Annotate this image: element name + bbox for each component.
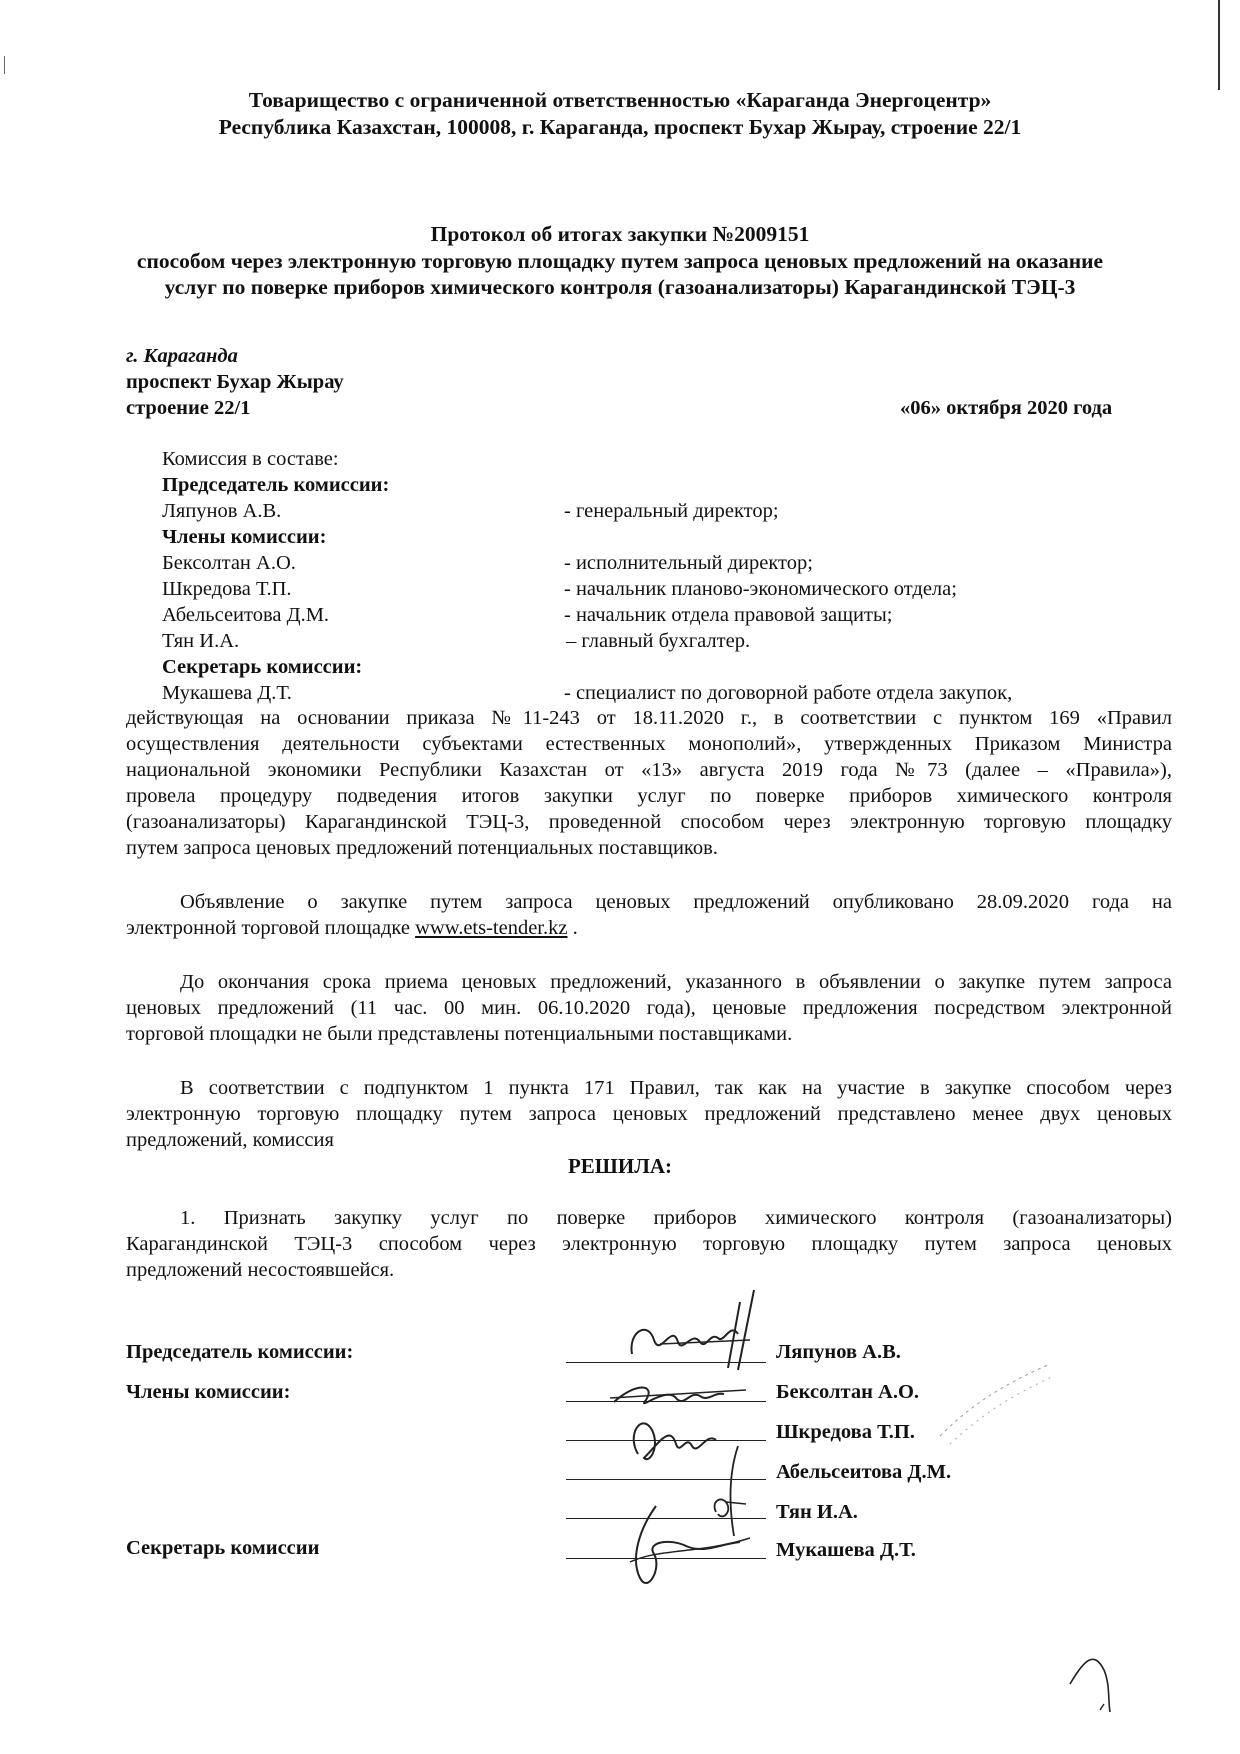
rule-line: предложений, комиссия — [126, 1129, 334, 1151]
acting-line: действующая на основании приказа №11-243 от 18.11.2020 г., в соответствии с пунктом 169 «Правил — [126, 707, 1172, 729]
deadline-line: До окончания срока приема ценовых предложений, указанного в объявлении о закупке путем запроса — [180, 971, 1172, 993]
protocol-title: Протокол об итогах закупки №2009151 — [430, 222, 810, 246]
tender-site-link[interactable]: www.ets-tender.kz — [415, 917, 568, 939]
scan-edge — [1218, 0, 1220, 90]
org-name: Товарищество с ограниченной ответственностью «Караганда Энергоцентр» — [248, 88, 992, 112]
rule-line: В соответствии с подпунктом 1 пункта 171 Правил, так как на участие в закупке способом через — [180, 1077, 1172, 1099]
sig-members-label: Члены комиссии: — [126, 1381, 291, 1403]
secretary-name: Мукашева Д.Т. — [162, 682, 292, 704]
decision-line: Карагандинской ТЭЦ-3 способом через электронную торговую площадку путем запроса ценовых — [126, 1233, 1172, 1255]
member-name: Абельсеитова Д.М. — [162, 604, 330, 626]
place-street: проспект Бухар Жырау — [126, 371, 344, 393]
signature-lyapunov — [620, 1282, 790, 1382]
protocol-subtitle-2: услуг по поверке приборов химического контроля (газоанализаторы) Карагандинской ТЭЦ-3 — [164, 275, 1076, 299]
member-role: – главный бухгалтер. — [566, 630, 751, 652]
initials-mark — [1060, 1640, 1130, 1720]
sig-name: Абельсеитова Д.М. — [776, 1461, 952, 1483]
decision-line: предложений несостоявшейся. — [126, 1259, 395, 1281]
sig-name: Шкредова Т.П. — [776, 1421, 915, 1443]
scan-mark — [4, 56, 5, 74]
protocol-date: «06» октября 2020 года — [900, 397, 1113, 419]
sig-name: Бексолтан А.О. — [776, 1381, 920, 1403]
decided-heading: РЕШИЛА: — [567, 1154, 673, 1178]
sig-chair-label: Председатель комиссии: — [126, 1341, 354, 1363]
member-role: - исполнительный директор; — [564, 552, 813, 574]
announcement-text: электронной торговой площадке — [126, 917, 416, 939]
acting-line: провела процедуру подведения итогов закупки услуг по поверке приборов химического контроля — [126, 785, 1172, 807]
commission-intro: Комиссия в составе: — [162, 448, 339, 470]
org-address: Республика Казахстан, 100008, г. Караганда, проспект Бухар Жырау, строение 22/1 — [218, 115, 1022, 139]
place-building: строение 22/1 — [126, 397, 251, 419]
member-role: - начальник планово-экономического отдела; — [564, 578, 957, 600]
members-heading: Члены комиссии: — [162, 526, 327, 548]
chair-heading: Председатель комиссии: — [162, 474, 390, 496]
decision-line: 1. Признать закупку услуг по поверке приборов химического контроля (газоанализаторы) — [180, 1207, 1172, 1229]
signature-mukasheva — [600, 1498, 770, 1608]
place-city: г. Караганда — [126, 345, 238, 367]
announcement-line: Объявление о закупке путем запроса ценовых предложений опубликовано 28.09.2020 года на — [180, 891, 1172, 913]
announcement-line — [126, 916, 578, 941]
member-name: Шкредова Т.П. — [162, 578, 292, 600]
member-role: - начальник отдела правовой защиты; — [564, 604, 893, 626]
acting-line: (газоанализаторы) Карагандинской ТЭЦ-3, проведенной способом через электронную торговую площадку — [126, 811, 1172, 833]
deadline-line: торговой площадки не были представлены потенциальными поставщиками. — [126, 1023, 793, 1045]
acting-line: национальной экономики Республики Казахстан от «13» августа 2019 года №73 (далее – «Правила»), — [126, 759, 1172, 781]
acting-line: путем запроса ценовых предложений потенциальных поставщиков. — [126, 837, 718, 859]
acting-line: осуществления деятельности субъектами естественных монополий», утвержденных Приказом Министра — [126, 733, 1172, 755]
protocol-subtitle-1: способом через электронную торговую площадку путем запроса ценовых предложений на оказание — [136, 249, 1104, 273]
scribble-mark — [930, 1356, 1060, 1446]
sig-secretary-label: Секретарь комиссии — [126, 1537, 320, 1559]
member-name: Тян И.А. — [162, 630, 240, 652]
sig-name: Мукашева Д.Т. — [776, 1539, 916, 1561]
chair-role: - генеральный директор; — [564, 500, 779, 522]
announcement-text-end: . — [567, 917, 578, 939]
sig-name: Ляпунов А.В. — [776, 1341, 901, 1363]
member-name: Бексолтан А.О. — [162, 552, 296, 574]
deadline-line: ценовых предложений (11 час. 00 мин. 06.10.2020 года), ценовые предложения посредством электронной — [126, 997, 1172, 1019]
secretary-heading: Секретарь комиссии: — [162, 656, 363, 678]
secretary-role: - специалист по договорной работе отдела закупок, — [564, 682, 1013, 704]
sig-name: Тян И.А. — [776, 1501, 858, 1523]
chair-name: Ляпунов А.В. — [162, 500, 282, 522]
rule-line: электронную торговую площадку путем запроса ценовых предложений представлено менее двух ценовых — [126, 1103, 1172, 1125]
